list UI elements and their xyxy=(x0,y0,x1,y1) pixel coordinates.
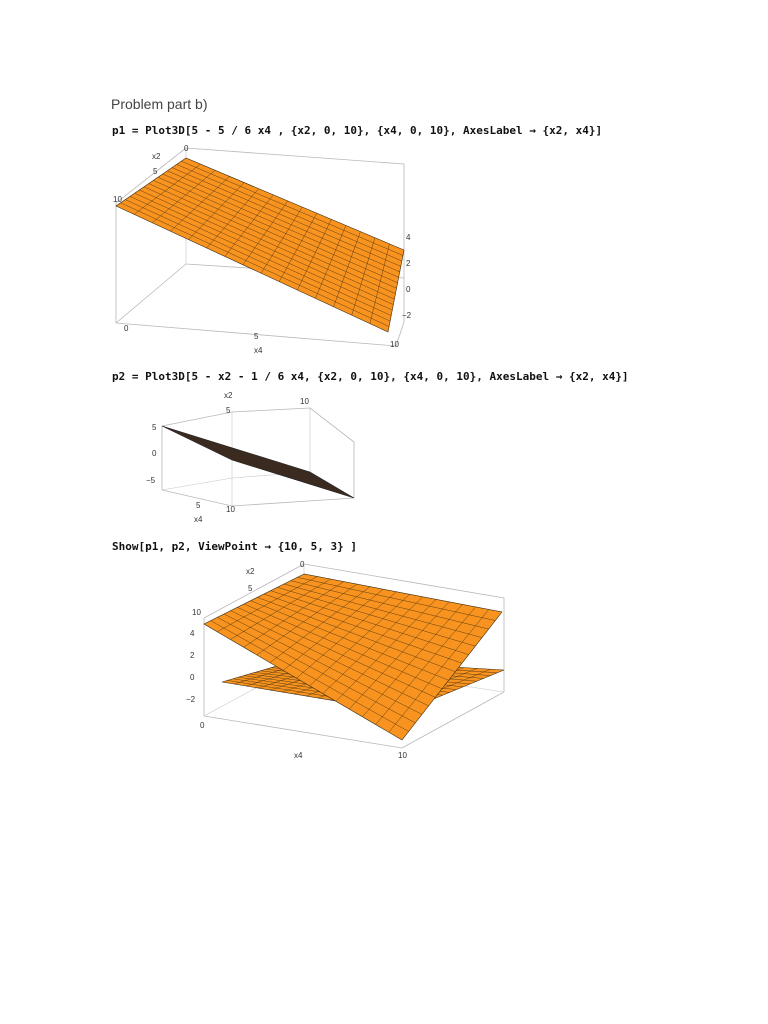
x4-axis-label: x4 xyxy=(294,751,303,760)
x2-tick: 5 xyxy=(226,406,231,415)
surface-show xyxy=(204,574,504,740)
x4-tick: 5 xyxy=(196,501,201,510)
z-tick: 2 xyxy=(190,651,195,660)
code-input-p1[interactable]: p1 = Plot3D[5 - 5 / 6 x4 , {x2, 0, 10}, {x4, 0, 10}, AxesLabel → {x2, x4}] xyxy=(112,124,603,137)
surface-patch xyxy=(162,426,354,498)
x2-axis-label: x2 xyxy=(246,567,255,576)
x2-tick: 10 xyxy=(192,608,201,617)
x2-axis-label: x2 xyxy=(224,391,233,400)
box-edge xyxy=(116,264,186,323)
x4-tick: 0 xyxy=(124,324,129,333)
z-tick: −2 xyxy=(402,311,412,320)
z-tick: 2 xyxy=(406,259,411,268)
x2-tick: 5 xyxy=(248,584,253,593)
x4-tick: 10 xyxy=(390,340,399,349)
surface-p2 xyxy=(162,426,354,498)
code-input-p2[interactable]: p2 = Plot3D[5 - x2 - 1 / 6 x4, {x2, 0, 10}, {x4, 0, 10}, AxesLabel → {x2, x4}] xyxy=(112,370,629,383)
x2-tick: 5 xyxy=(153,167,158,176)
plot-p1[interactable] xyxy=(108,140,418,358)
x2-tick: 0 xyxy=(184,144,189,153)
plot-p2[interactable] xyxy=(140,390,370,530)
box-edge xyxy=(162,478,232,490)
z-tick: 0 xyxy=(152,449,157,458)
x2-tick: 10 xyxy=(113,195,122,204)
x2-axis-label: x2 xyxy=(152,152,161,161)
plot-p1-canvas xyxy=(108,140,418,358)
surface-p1 xyxy=(116,158,404,332)
problem-heading: Problem part b) xyxy=(111,96,208,112)
plot-show[interactable] xyxy=(186,558,516,764)
surface-patch xyxy=(116,158,404,332)
x2-tick: 0 xyxy=(300,560,305,569)
x4-tick: 10 xyxy=(226,505,235,514)
x4-tick: 5 xyxy=(254,332,259,341)
z-tick: 5 xyxy=(152,423,157,432)
z-tick: 4 xyxy=(190,629,195,638)
surface-patch xyxy=(204,574,502,740)
x2-tick: 10 xyxy=(300,397,309,406)
z-tick: −5 xyxy=(146,476,156,485)
box-edge xyxy=(232,498,354,506)
x4-axis-label: x4 xyxy=(254,346,263,355)
z-tick: 0 xyxy=(190,673,195,682)
z-tick: −2 xyxy=(186,695,196,704)
x4-tick: 0 xyxy=(200,721,205,730)
x4-tick: 10 xyxy=(398,751,407,760)
plot-show-canvas xyxy=(186,558,516,764)
plot-p2-canvas xyxy=(140,390,370,530)
code-input-show[interactable]: Show[p1, p2, ViewPoint → {10, 5, 3} ] xyxy=(112,540,358,553)
z-tick: 0 xyxy=(406,285,411,294)
x4-axis-label: x4 xyxy=(194,515,203,524)
z-tick: 4 xyxy=(406,233,411,242)
